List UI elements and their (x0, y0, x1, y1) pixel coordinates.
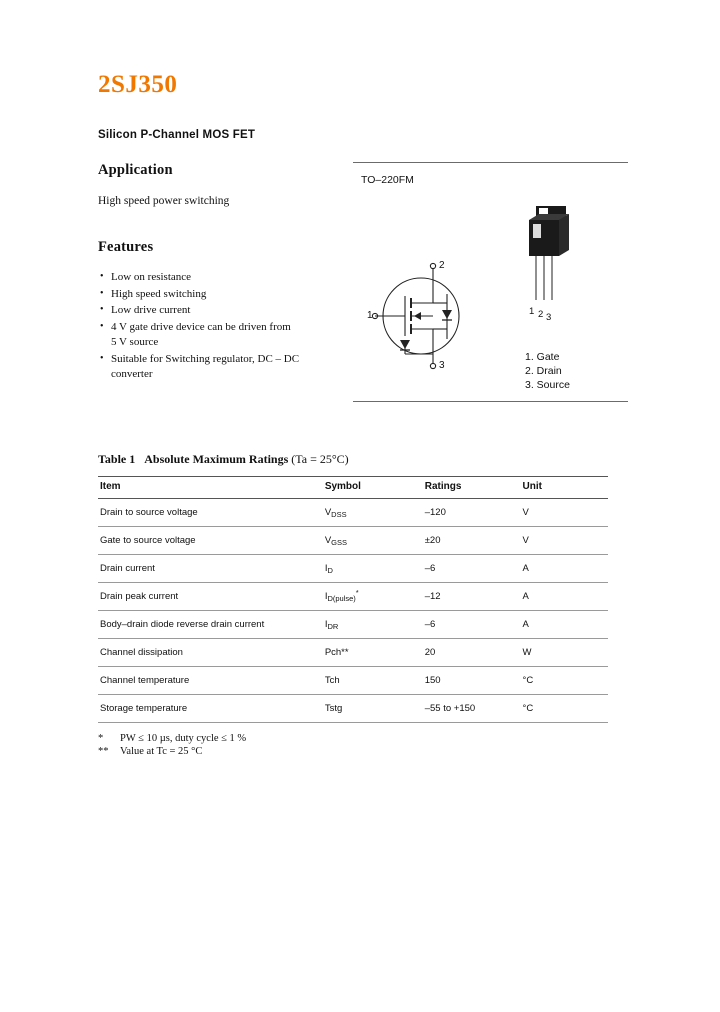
table-row (98, 695, 608, 723)
symbol-base: Pch** (324, 647, 349, 658)
cell-ratings: 20 (423, 639, 521, 667)
list-item: • Low drive current (98, 303, 348, 319)
footnote-text: PW ≤ 10 µs, duty cycle ≤ 1 % (120, 733, 247, 744)
list-item-line: 5 V source (111, 336, 159, 348)
cell-item: Storage temperature (98, 695, 323, 723)
cell-ratings: –6 (423, 611, 521, 639)
column-header-unit: Unit (521, 477, 608, 499)
cell-symbol (323, 611, 423, 639)
cell-ratings: –12 (423, 583, 521, 611)
application-text: High speed power switching (98, 195, 230, 207)
left-column (98, 162, 348, 384)
table-row (98, 583, 608, 611)
cell-item: Drain current (98, 555, 323, 583)
cell-symbol (323, 499, 423, 527)
divider-top (353, 162, 628, 163)
table-row (98, 499, 608, 527)
pin-legend-item: 1. Gate (525, 351, 560, 363)
column-header-symbol: Symbol (323, 477, 423, 499)
cell-symbol (323, 667, 423, 695)
cell-unit: W (521, 639, 608, 667)
table-row (98, 527, 608, 555)
table-title-text: Absolute Maximum Ratings (144, 452, 289, 466)
cell-unit: °C (521, 667, 608, 695)
symbol-sub: GSS (331, 538, 347, 547)
divider-bottom (353, 401, 628, 402)
table-title (98, 452, 628, 467)
footnote-mark: * (98, 733, 104, 744)
cell-unit: A (521, 555, 608, 583)
symbol-sub: DR (327, 622, 339, 631)
cell-item: Drain peak current (98, 583, 323, 611)
pin-legend-item: 3. Source (525, 379, 570, 391)
symbol-base: Tch (324, 675, 340, 686)
features-list (98, 270, 348, 383)
symbol-sub: D (327, 566, 333, 575)
cell-symbol (323, 583, 423, 611)
symbol-base: I (324, 619, 328, 630)
ratings-section (98, 452, 628, 758)
cell-ratings: –6 (423, 555, 521, 583)
cell-symbol (323, 639, 423, 667)
symbol-base: V (324, 507, 332, 518)
symbol-pin-number-3: 3 (439, 360, 445, 371)
list-item-line: Suitable for Switching regulator, DC – DC (111, 352, 300, 365)
cell-item: Gate to source voltage (98, 527, 323, 555)
cell-unit: A (521, 583, 608, 611)
footnote-text: Value at Tc = 25 °C (120, 746, 203, 757)
list-item-line: 4 V gate drive device can be driven from (111, 320, 291, 333)
table-row (98, 667, 608, 695)
cell-ratings: 150 (423, 667, 521, 695)
cell-ratings: –55 to +150 (423, 695, 521, 723)
symbol-base: V (324, 535, 332, 546)
absolute-maximum-ratings-table (98, 476, 608, 723)
column-header-item: Item (98, 477, 323, 499)
table-row (98, 611, 608, 639)
cell-unit: V (521, 499, 608, 527)
cell-unit: V (521, 527, 608, 555)
cell-unit: °C (521, 695, 608, 723)
page-title: 2SJ350 (98, 71, 178, 98)
footnotes (98, 732, 628, 758)
cell-symbol (323, 555, 423, 583)
symbol-pin-number-2: 2 (439, 260, 445, 271)
outline-pin-number-3: 3 (546, 312, 552, 323)
package-label: TO–220FM (361, 174, 414, 186)
symbol-pin-number-1: 1 (367, 310, 373, 321)
cell-symbol (323, 527, 423, 555)
footnote-mark: ** (98, 746, 109, 757)
page-content (98, 70, 628, 757)
list-item (98, 320, 348, 351)
package-outline-drawing (503, 202, 623, 337)
table-header-row (98, 477, 608, 499)
cell-ratings: –120 (423, 499, 521, 527)
application-heading: Application (98, 162, 173, 178)
cell-item: Channel dissipation (98, 639, 323, 667)
symbol-sub: D(pulse) (327, 594, 356, 603)
table-title-condition: (Ta = 25°C) (291, 452, 349, 466)
list-item-line: converter (111, 368, 153, 380)
cell-item: Channel temperature (98, 667, 323, 695)
table-row (98, 639, 608, 667)
list-item: • Low on resistance (98, 270, 348, 286)
right-column (353, 162, 628, 402)
table-row (98, 555, 608, 583)
cell-item: Drain to source voltage (98, 499, 323, 527)
pin-legend-item: 2. Drain (525, 365, 562, 377)
footnote-row (98, 732, 628, 745)
cell-unit: A (521, 611, 608, 639)
column-header-ratings: Ratings (423, 477, 521, 499)
list-item (98, 352, 348, 383)
symbol-base: Tstg (324, 703, 343, 714)
table-title-label: Table 1 (98, 452, 136, 466)
symbol-sub: DSS (331, 510, 347, 519)
symbol-sup: * (355, 588, 359, 597)
symbol-base: I (324, 563, 328, 574)
outline-pin-number-1: 1 (529, 306, 535, 317)
pin-legend (525, 350, 570, 392)
symbol-base: I (324, 591, 328, 602)
document-subtitle: Silicon P-Channel MOS FET (98, 129, 256, 141)
diagram-area (353, 186, 628, 401)
list-item: • High speed switching (98, 287, 348, 303)
mosfet-schematic-symbol (361, 254, 481, 379)
cell-symbol (323, 695, 423, 723)
cell-ratings: ±20 (423, 527, 521, 555)
footnote-row (98, 745, 628, 758)
features-heading: Features (98, 239, 154, 255)
cell-item: Body–drain diode reverse drain current (98, 611, 323, 639)
outline-pin-number-2: 2 (538, 309, 544, 320)
